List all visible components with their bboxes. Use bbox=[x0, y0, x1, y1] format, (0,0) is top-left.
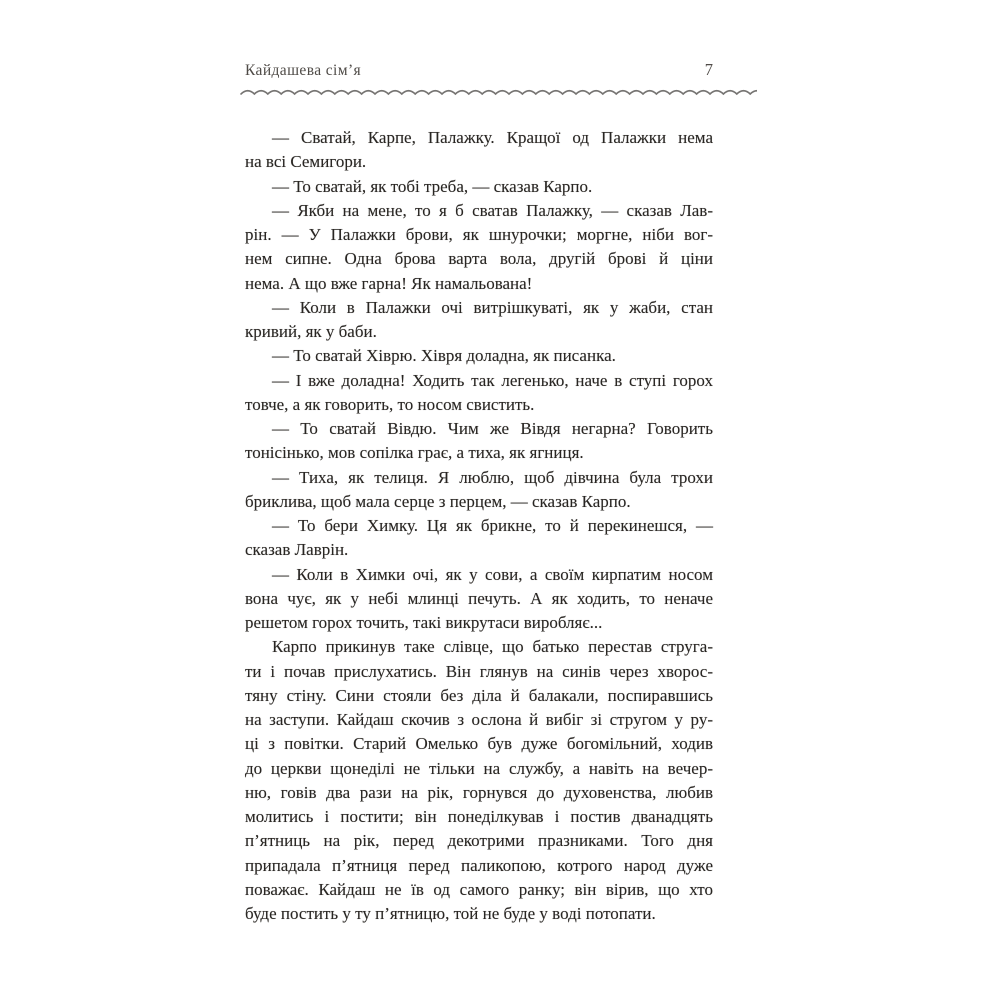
text-line: решетом горох точить, такі викрутаси виробляє... bbox=[245, 613, 603, 632]
wavy-divider bbox=[240, 85, 757, 99]
text-line: тонісінько, мов сопілка грає, а тиха, як ягниця. bbox=[245, 443, 584, 463]
running-title: Кайдашева сім’я bbox=[245, 62, 362, 79]
text-line: поважає. Кайдаш не їв од самого ранку; він вірив, що хто bbox=[245, 879, 713, 899]
text-line: сказав Лаврін. bbox=[245, 540, 349, 560]
paragraph bbox=[245, 635, 713, 926]
text-line: нем сипне. Одна брова варта вола, другій брові й ціни bbox=[245, 249, 713, 269]
text-line: молитись і постити; він понеділкував і постив дванадцять bbox=[245, 807, 713, 826]
text-line: — Коли в Химки очі, як у сови, а своїм кирпатим носом bbox=[272, 564, 713, 584]
text-line: бриклива, щоб мала серце з перцем, — сказав Карпо. bbox=[245, 491, 631, 511]
text-line: нема. А що вже гарна! Як намальована! bbox=[245, 273, 533, 293]
text-line: на всі Семигори. bbox=[245, 152, 367, 172]
text-line: кривий, як у баби. bbox=[245, 322, 377, 341]
paragraph bbox=[245, 344, 713, 368]
text-line: на заступи. Кайдаш скочив з ослона й вибіг зі стругом у ру- bbox=[245, 710, 713, 729]
running-header bbox=[245, 60, 713, 80]
paragraph bbox=[245, 175, 713, 199]
text-line: буде постить у ту п’ятницю, той не буде у воді потопати. bbox=[245, 904, 656, 923]
text-line: — Якби на мене, то я б сватав Палажку, — сказав Лав- bbox=[272, 200, 713, 220]
paragraph bbox=[245, 417, 713, 466]
text-line: ці з повітки. Старий Омелько був дуже богомільний, ходив bbox=[245, 734, 713, 754]
text-line: — То сватай Хіврю. Хівря доладна, як писанка. bbox=[272, 346, 616, 366]
text-line: — Сватай, Карпе, Палажку. Кращої од Палажки нема bbox=[272, 128, 713, 147]
text-line: — То бери Химку. Ця як брикне, то й перекинешся, — bbox=[272, 516, 713, 535]
paragraph bbox=[245, 514, 713, 563]
text-line: — І вже доладна! Ходить так легенько, наче в ступі горох bbox=[272, 370, 713, 390]
text-line: вона чує, як у небі млинці печуть. А як ходить, то неначе bbox=[245, 588, 713, 608]
paragraph bbox=[245, 369, 713, 418]
text-line: тяну стіну. Сини стояли без діла й балакали, поспиравшись bbox=[245, 685, 713, 705]
paragraph bbox=[245, 199, 713, 296]
paragraph bbox=[245, 563, 713, 636]
text-line: — Тиха, як телиця. Я люблю, щоб дівчина була трохи bbox=[272, 467, 713, 487]
text-line: товче, а як говорить, то носом свистить. bbox=[245, 394, 535, 414]
paragraph bbox=[245, 126, 713, 175]
text-line: — То сватай, як тобі треба, — сказав Карпо. bbox=[272, 176, 593, 196]
paragraph bbox=[245, 296, 713, 345]
wavy-divider-path bbox=[241, 91, 757, 94]
paragraph bbox=[245, 466, 713, 515]
body-text bbox=[245, 126, 713, 926]
text-line: ти і почав прислухатись. Він глянув на синів через хворос- bbox=[245, 661, 713, 681]
text-line: припадала п’ятниця перед паликопою, котрого народ дуже bbox=[245, 855, 713, 875]
page-number: 7 bbox=[704, 60, 713, 79]
text-line: рін. — У Палажки брови, як шнурочки; моргне, ніби вог- bbox=[245, 225, 713, 244]
text-line: п’ятниць на рік, перед декотрими празниками. Того дня bbox=[245, 831, 713, 851]
text-line: Карпо прикинув таке слівце, що батько перестав струга- bbox=[272, 637, 713, 657]
text-line: ню, говів два рази на рік, горнувся до духовенства, любив bbox=[245, 782, 713, 802]
text-line: — Коли в Палажки очі витрішкуваті, як у жаби, стан bbox=[272, 297, 713, 317]
text-line: до церкви щонеділі не тільки на службу, а навіть на вечер- bbox=[245, 758, 713, 778]
text-line: — То сватай Вівдю. Чим же Вівдя негарна? Говорить bbox=[272, 419, 713, 438]
